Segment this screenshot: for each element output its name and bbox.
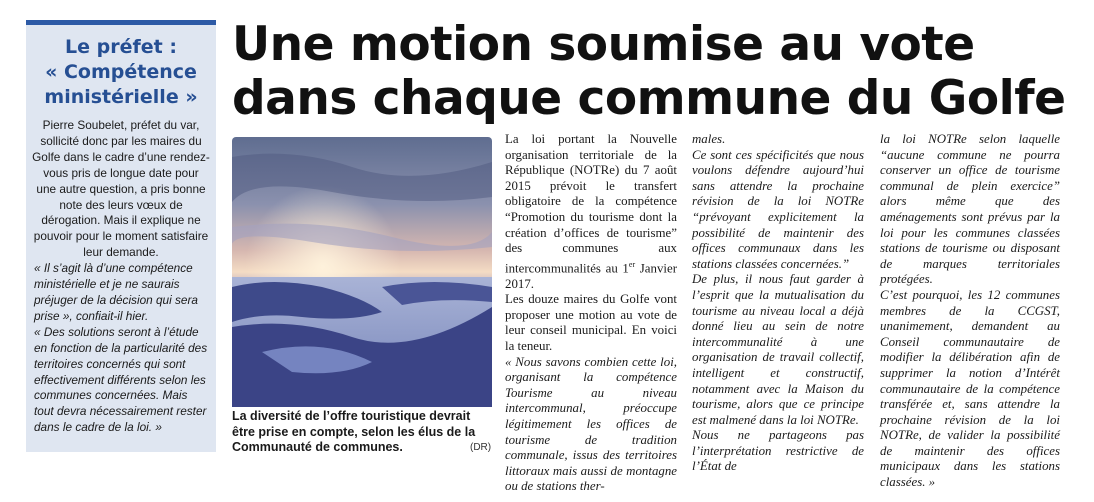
sidebar-quote: « Il s’agit là d’une compétence ministérielle et je ne saurais préjuger de la décision qui sera prise », confiait-il hier. xyxy=(34,261,198,323)
sidebar-title-line1: Le préfet : xyxy=(65,36,177,58)
article-column-2 xyxy=(692,132,864,475)
coastline-photo xyxy=(232,137,492,407)
article-headline xyxy=(232,18,1082,126)
sidebar-title xyxy=(32,35,210,110)
motion-quote: Ce sont ces spécificités que nous voulons défendre aujourd’hui sans attendre la prochaine révision de la loi NOTRe “prévoyant explicitement la possibilité de maintenir des offices communaux dans les stations classées concernées.” xyxy=(692,147,864,271)
photo-credit: (DR) xyxy=(470,442,492,453)
motion-quote: De plus, il nous faut garder à l’esprit que la mutualisation du tourisme au niveau local a déjà donné lieu au sein de notre intercommunalité à une organisation de travail collectif, intelligent et constructif, notamment avec la Maison du tourisme, alors que ce principe est malmené dans la loi NOTRe. xyxy=(692,272,864,427)
article-column-3 xyxy=(880,132,1060,491)
ordinal-superscript: er xyxy=(628,259,636,269)
motion-quote: la loi NOTRe selon laquelle “aucune commune ne pourra conserver un office de tourisme communal de plein exercice” alors même que des aménagements sont prévus par la loi pour les communes classées stations de tourisme ou disposant de marques territoriales protégées. xyxy=(880,132,1060,287)
sidebar-quote: « Des solutions seront à l’étude en fonction de la particularité des territoires concernés qui sont effectivement différents selon les communes concernées. Mais tout devra nécessairement rester dans le cadre de la loi. » xyxy=(34,324,208,435)
paragraph-text: Janvier 2017. xyxy=(505,261,677,291)
sunset-coast-image xyxy=(232,137,492,407)
photo-caption: La diversité de l’offre touristique devrait être prise en compte, selon les élus de la Communauté de communes. xyxy=(232,409,476,454)
motion-quote: C’est pourquoi, les 12 communes membres de la CCGST, unanimement, demandent au Conseil communautaire de modifier la délibération afin de supprimer la notion d’Intérêt communautaire de la compétence transférée et, sans attendre la prochaine révision de la loi NOTRe, de valider la possibilité de maintenir des offices municipaux dans les stations classées. » xyxy=(880,287,1060,490)
sidebar-title-line2: « Compétence xyxy=(45,61,197,83)
article-column-1 xyxy=(505,132,677,495)
sidebar-paragraph: Pierre Soubelet, préfet du var, sollicité donc par les maires du Golfe dans le cadre d’une rendez-vous pris de longue date pour une autre question, a pris bonne note des leurs vœux de dérogation. Mais il explique ne pouvoir pour le moment satisfaire leur demande. xyxy=(32,118,210,260)
prefet-sidebar xyxy=(26,20,216,452)
headline-line2: dans chaque commune du Golfe xyxy=(232,71,1066,126)
motion-quote: males. xyxy=(692,132,726,146)
headline-line1: Une motion soumise au vote xyxy=(232,17,975,72)
motion-quote: « Nous savons combien cette loi, organisant la compétence Tourisme au niveau intercommunal, préoccupe légitimement les offices de tourisme de tradition communale, issus des territoires littoraux mais aussi de montagne ou de stations ther- xyxy=(505,354,677,494)
article-paragraph xyxy=(505,132,677,292)
paragraph-text: La loi portant la Nouvelle organisation territoriale de la République (NOTRe) du 7 août 2015 prévoit le transfert obligatoire de la compétence “Promotion du tourisme dont la création d’offices de tourisme” des communes aux intercommunalités au 1 xyxy=(505,132,677,276)
sidebar-title-line3: ministérielle » xyxy=(44,86,198,108)
motion-quote: Nous ne partageons pas l’interprétation restrictive de l’État de xyxy=(692,428,864,474)
article-paragraph: Les douze maires du Golfe vont proposer une motion au vote de leur conseil municipal. En voici la teneur. xyxy=(505,292,677,354)
